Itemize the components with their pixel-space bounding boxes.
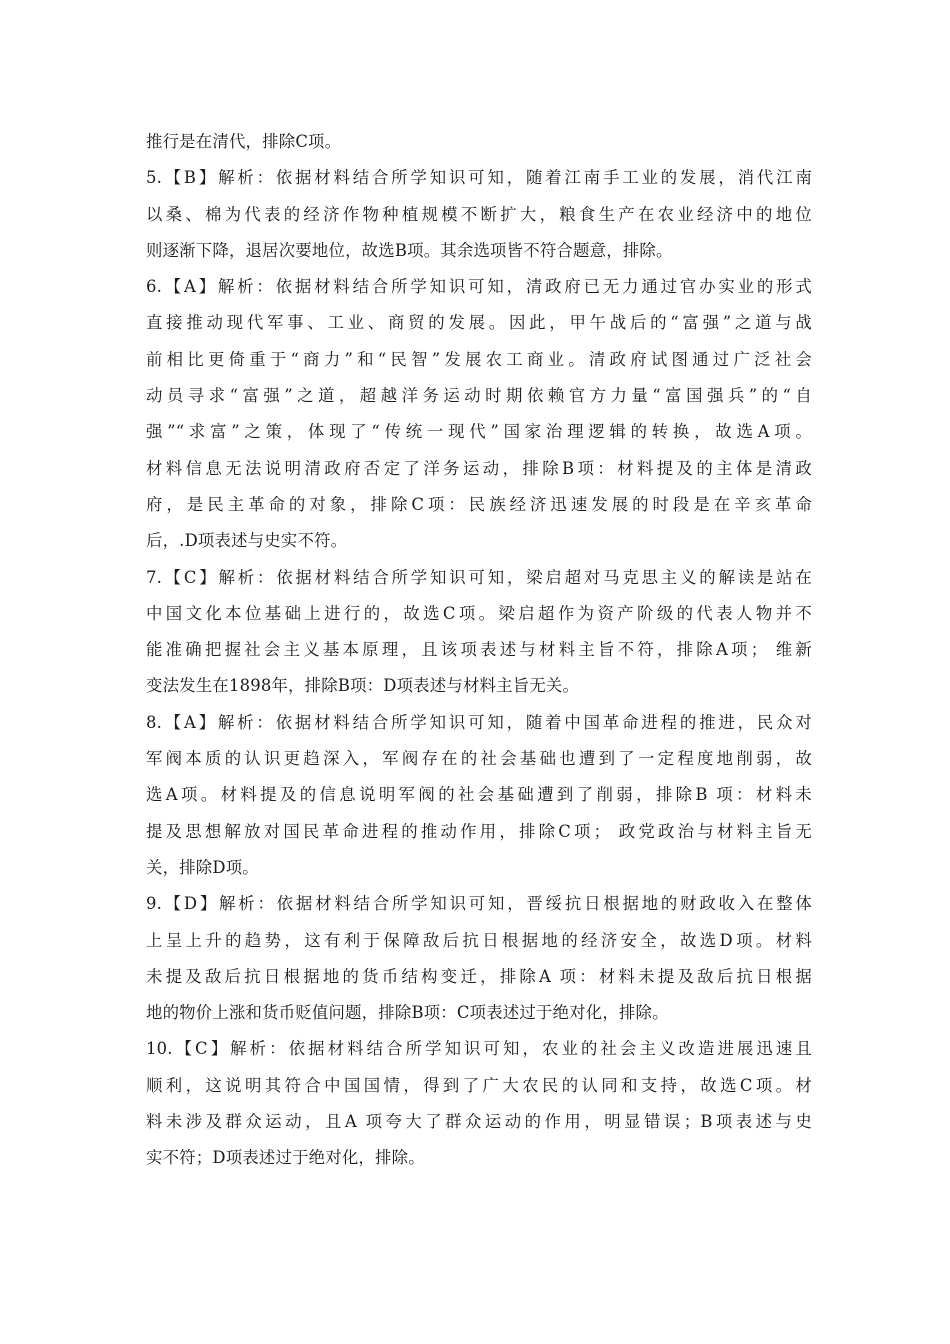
- text-line: 9.【D】解析：依据材料结合所学知识可知，晋绥抗日根据地的财政收入在整体: [146, 894, 812, 914]
- text-line: 6.【A】解析：依据材料结合所学知识可知，清政府已无力通过官办实业的形式: [146, 277, 812, 297]
- text-line: 直接推动现代军事、工业、商贸的发展。因此，甲午战后的“富强”之道与战: [146, 313, 812, 333]
- text-line: 10.【C】解析：依据材料结合所学知识可知，农业的社会主义改造进展迅速且: [146, 1039, 812, 1059]
- text-line: 上呈上升的趋势，这有利于保障敌后抗日根据地的经济安全，故选D项。材料: [146, 930, 812, 950]
- text-line: 前相比更倚重于“商力”和“民智”发展农工商业。清政府试图通过广泛社会: [146, 349, 812, 369]
- text-line: 后，.D项表述与史实不符。: [146, 531, 348, 551]
- text-line: 关，排除D项。: [146, 857, 259, 877]
- text-line: 能准确把握社会主义基本原理，且该项表述与材料主旨不符，排除A项； 维新: [146, 640, 812, 660]
- text-line: 提及思想解放对国民革命进程的推动作用，排除C项； 政党政治与材料主旨无: [146, 821, 812, 841]
- text-line: 动员寻求“富强”之道，超越洋务运动时期依赖官方力量“富国强兵”的“自: [146, 386, 812, 406]
- text-line: 8.【A】解析：依据材料结合所学知识可知，随着中国革命进程的推进，民众对: [146, 712, 812, 732]
- text-line: 地的物价上涨和货币贬值问题，排除B项：C项表述过于绝对化，排除。: [146, 1003, 669, 1023]
- text-line: 府，是民主革命的对象，排除C项：民族经济迅速发展的时段是在辛亥革命: [146, 494, 812, 514]
- text-line: 变法发生在1898年，排除B项：D项表述与材料主旨无关。: [146, 676, 580, 696]
- text-line: 实不符；D项表述过于绝对化，排除。: [146, 1148, 425, 1168]
- text-line: 军阀本质的认识更趋深入，军阀存在的社会基础也遭到了一定程度地削弱，故: [146, 749, 812, 769]
- text-line: 选A项。材料提及的信息说明军阀的社会基础遭到了削弱，排除B 项：材料未: [146, 785, 812, 805]
- text-line: 推行是在清代，排除C项。: [146, 132, 342, 151]
- text-line: 材料信息无法说明清政府否定了洋务运动，排除B项：材料提及的主体是清政: [146, 458, 812, 478]
- text-line: 未提及敌后抗日根据地的货币结构变迁，排除A 项：材料未提及敌后抗日根据: [146, 966, 812, 986]
- text-line: 顺利，这说明其符合中国国情，得到了广大农民的认同和支持，故选C项。材: [146, 1075, 812, 1095]
- text-line: 则逐渐下降，退居次要地位，故选B项。其余选项皆不符合题意，排除。: [146, 240, 673, 260]
- text-line: 以桑、棉为代表的经济作物种植规模不断扩大，粮食生产在农业经济中的地位: [146, 204, 812, 224]
- document-body: [146, 124, 812, 1177]
- text-line: 料未涉及群众运动，且A 项夸大了群众运动的作用，明显错误；B项表述与史: [146, 1112, 812, 1132]
- text-line: 7.【C】解析：依据材料结合所学知识可知，梁启超对马克思主义的解读是站在: [146, 567, 812, 587]
- text-line: 中国文化本位基础上进行的，故选C项。梁启超作为资产阶级的代表人物并不: [146, 603, 812, 623]
- text-line: 强”“求富”之策，体现了“传统一现代”国家治理逻辑的转换，故选A项。: [146, 422, 812, 442]
- text-line: 5.【B】解析：依据材料结合所学知识可知，随着江南手工业的发展，消代江南: [146, 168, 812, 188]
